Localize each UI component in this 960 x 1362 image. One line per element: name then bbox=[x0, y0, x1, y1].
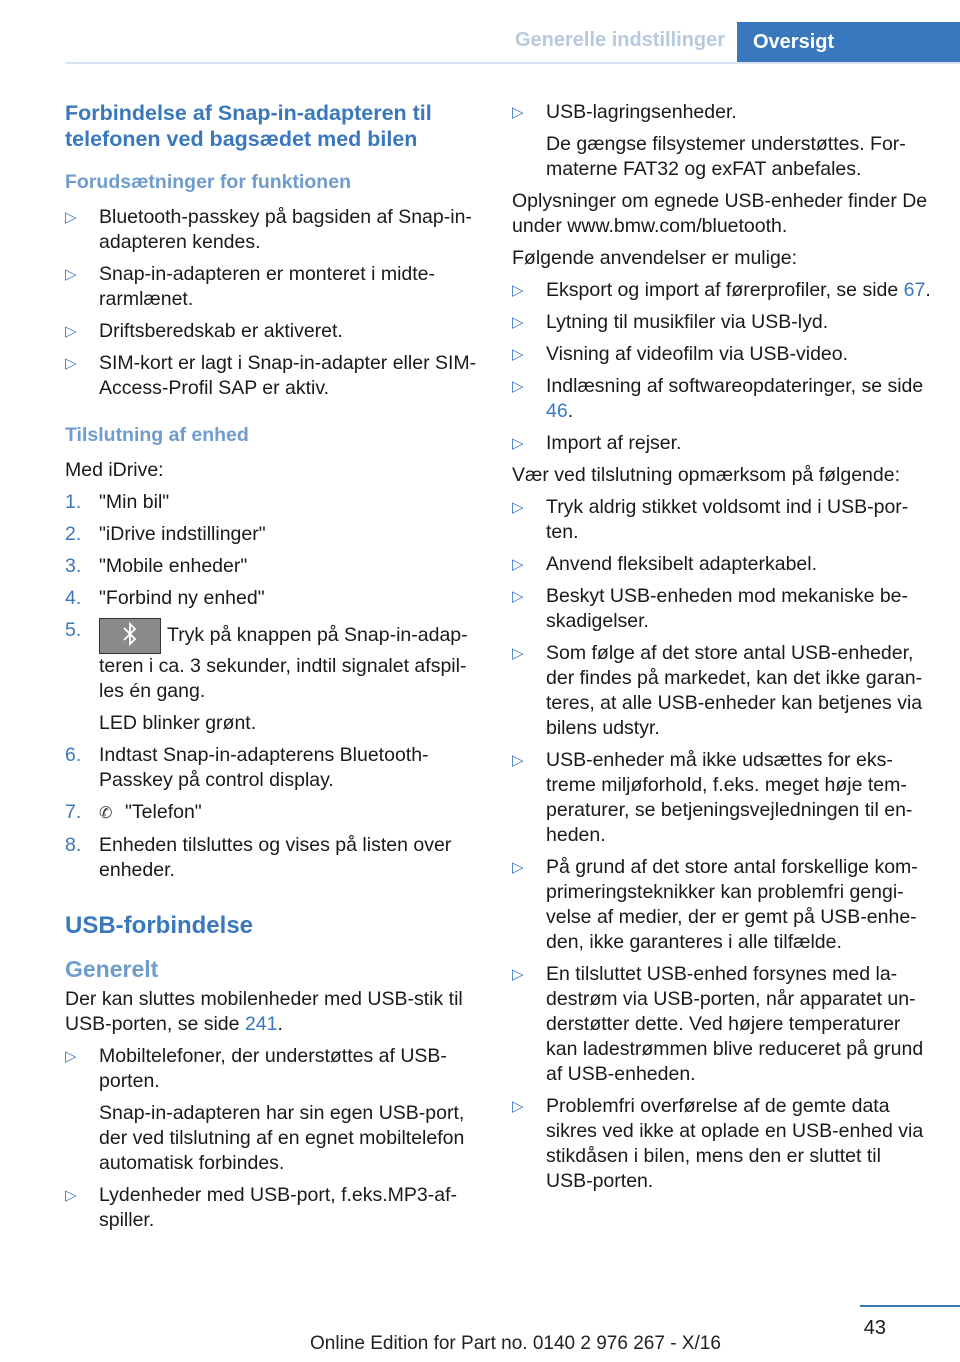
list-item: ▷ Snap-in-adapteren er monteret i midte-rarmlænet. bbox=[65, 263, 436, 310]
footer-rule bbox=[860, 1305, 960, 1307]
step-item: 2. "iDrive indstillinger" bbox=[65, 523, 266, 545]
marker-icon: ▷ bbox=[512, 499, 524, 516]
list-item: ▷ Anvend fleksibelt adapterkabel. bbox=[512, 553, 818, 575]
step-item: 1. "Min bil" bbox=[65, 491, 170, 513]
marker-icon: ▷ bbox=[512, 859, 524, 876]
list-item: ▷ Eksport og import af førerprofiler, se side 67. bbox=[512, 279, 931, 301]
marker-icon: ▷ bbox=[65, 209, 77, 226]
marker-icon: ▷ bbox=[65, 1187, 77, 1204]
list-item: ▷ Visning af videofilm via USB-video. bbox=[512, 343, 849, 365]
list-item: ▷ Lydenheder med USB-port, f.eks.MP3-af-spiller. bbox=[65, 1184, 458, 1231]
marker-icon: ▷ bbox=[512, 346, 524, 363]
list-item: ▷ Mobiltelefoner, der understøttes af USB-porten. bbox=[65, 1045, 447, 1092]
step-item: 3. "Mobile enheder" bbox=[65, 555, 248, 577]
list-item: ▷ SIM-kort er lagt i Snap-in-adapter eller SIM-Access-Profil SAP er aktiv. bbox=[65, 352, 477, 399]
list-item: ▷ En tilsluttet USB-enhed forsynes med la-destrøm via USB-porten, når apparatet un-derstøtter dette. Ved højere temperaturer kan ladestrømmen blive reduceret på grund af USB-enheden. bbox=[512, 963, 924, 1085]
marker-icon: ▷ bbox=[65, 266, 77, 283]
general-text: Der kan sluttes mobilenheder med USB-stik til USB-porten, se side 241. bbox=[65, 988, 463, 1035]
list-item: ▷ Beskyt USB-enheden mod mekaniske be-skadigelser. bbox=[512, 585, 909, 632]
marker-icon: ▷ bbox=[512, 1098, 524, 1115]
list-item: ▷ Lytning til musikfiler via USB-lyd. bbox=[512, 311, 829, 333]
list-note: De gængse filsystemer understøttes. For-materne FAT32 og exFAT anbefales. bbox=[546, 133, 906, 180]
marker-icon: ▷ bbox=[65, 355, 77, 372]
list-note: Snap-in-adapteren har sin egen USB-port, der ved tilslutning af en egnet mobiltelefon automatisk forbindes. bbox=[99, 1102, 465, 1174]
list-item: ▷ Import af rejser. bbox=[512, 432, 682, 454]
marker-icon: ▷ bbox=[512, 556, 524, 573]
edition-text: Online Edition for Part no. 0140 2 976 267 - X/16 bbox=[310, 1333, 721, 1354]
marker-icon: ▷ bbox=[512, 435, 524, 452]
list-item: ▷ Driftsberedskab er aktiveret. bbox=[65, 320, 343, 342]
step-item: 5. Tryk på knappen på Snap-in-adap-teren i ca. 3 sekunder, indtil signalet afspil-les én gang. bbox=[65, 619, 468, 702]
step-item: 8. Enheden tilsluttes og vises på listen over enheder. bbox=[65, 834, 452, 881]
prereq-list bbox=[65, 205, 485, 401]
list-item: ▷ Som følge af det store antal USB-enheder, der findes på markedet, kan det ikke garan-teres, at alle USB-enheder kan betjenes via bilens udstyr. bbox=[512, 642, 923, 739]
left-column bbox=[65, 100, 485, 1240]
marker-icon: ▷ bbox=[512, 966, 524, 983]
list-item: ▷ På grund af det store antal forskellige kom-primeringsteknikker kan problemfri gengi-velse af medier, der er gemt på USB-enhe-den, ikke garanteres i alle tilfælde. bbox=[512, 856, 918, 953]
header-section: Generelle indstillinger bbox=[514, 29, 726, 51]
step-item: 6. Indtast Snap-in-adapterens Bluetooth-Passkey på control display. bbox=[65, 744, 429, 791]
step-note: LED blinker grønt. bbox=[99, 712, 257, 734]
list-item: ▷ Indlæsning af softwareopdateringer, se side 46. bbox=[512, 375, 924, 422]
connect-heading: Tilslutning af enhed bbox=[65, 424, 249, 446]
list-item: ▷ Problemfri overførelse af de gemte data sikres ved ikke at oplade en USB-enhed via stikdåsen i bilen, mens den er sluttet til USB-porten. bbox=[512, 1095, 924, 1192]
list-item: ▷ Tryk aldrig stikket voldsomt ind i USB-por-ten. bbox=[512, 496, 909, 543]
page-link[interactable]: 46 bbox=[546, 400, 568, 422]
marker-icon: ▷ bbox=[65, 323, 77, 340]
marker-icon: ▷ bbox=[65, 1048, 77, 1065]
marker-icon: ▷ bbox=[512, 282, 524, 299]
marker-icon: ▷ bbox=[512, 588, 524, 605]
info-text: Oplysninger om egnede USB-enheder finder De under www.bmw.com/bluetooth. bbox=[512, 190, 928, 237]
prereq-heading: Forudsætninger for funktionen bbox=[65, 171, 351, 193]
header-rule bbox=[65, 62, 960, 64]
marker-icon: ▷ bbox=[512, 645, 524, 662]
step-item: 7. ✆ "Telefon" bbox=[65, 800, 485, 826]
connect-intro: Med iDrive: bbox=[65, 459, 164, 481]
page-link[interactable]: 241 bbox=[244, 1013, 278, 1035]
step-item: 4. "Forbind ny enhed" bbox=[65, 587, 265, 609]
marker-icon: ▷ bbox=[512, 104, 524, 121]
section-title: Forbindelse af Snap-in-adapteren til telefonen ved bagsædet med bilen bbox=[65, 101, 432, 151]
page-link[interactable]: 67 bbox=[903, 279, 926, 301]
list-item: ▷ Bluetooth-passkey på bagsiden af Snap-in-adapteren kendes. bbox=[65, 206, 472, 253]
header-tab: Oversigt bbox=[737, 22, 960, 62]
marker-icon: ▷ bbox=[512, 752, 524, 769]
marker-icon: ▷ bbox=[512, 314, 524, 331]
page-number: 43 bbox=[863, 1317, 886, 1339]
right-column bbox=[512, 100, 932, 1201]
list-item: ▷ USB-lagringsenheder. bbox=[512, 101, 737, 123]
steps-list bbox=[65, 490, 485, 883]
usb-heading: USB-forbindelse bbox=[65, 912, 254, 939]
general-heading: Generelt bbox=[65, 956, 159, 982]
marker-icon: ▷ bbox=[512, 378, 524, 395]
uses-intro: Følgende anvendelser er mulige: bbox=[512, 247, 798, 269]
bluetooth-icon bbox=[99, 618, 161, 654]
phone-icon: ✆ bbox=[99, 805, 113, 822]
list-item: ▷ USB-enheder må ikke udsættes for eks-treme miljøforhold, f.eks. meget høje tem-peraturer, se betjeningsvejledningen til en-heden. bbox=[512, 749, 913, 846]
note-intro: Vær ved tilslutning opmærksom på følgende: bbox=[512, 464, 901, 486]
